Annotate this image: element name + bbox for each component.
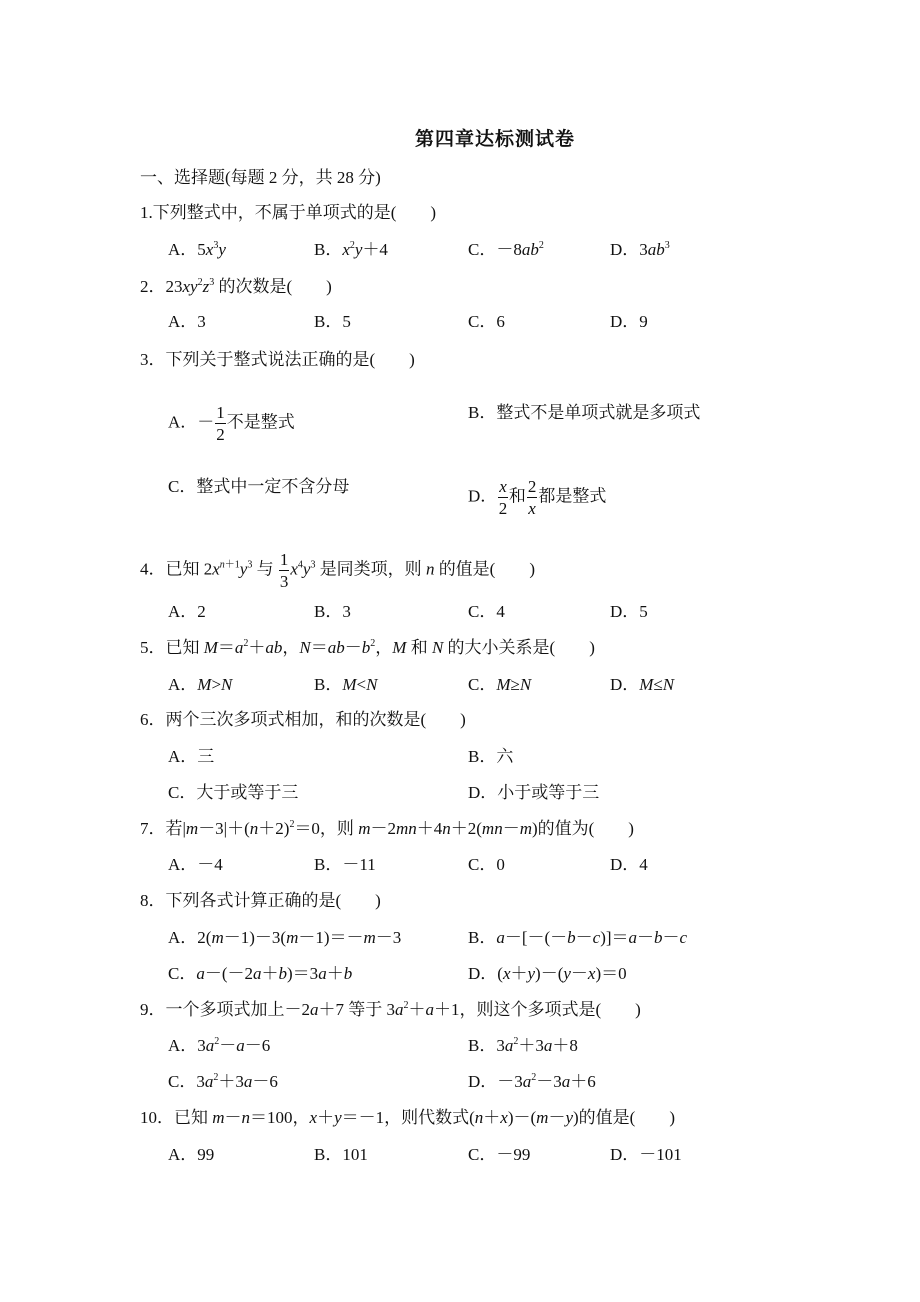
question-stem: 8．下列各式计算正确的是( ) [140, 891, 381, 910]
answer-option: D．－101 [610, 1145, 682, 1164]
answer-option: D．9 [610, 312, 648, 331]
answer-option: B．整式不是单项式就是多项式 [468, 403, 701, 422]
answer-option: D．4 [610, 855, 648, 874]
answer-option: B．5 [314, 312, 351, 331]
answer-option: A．－ $\frac{1}{2}$ 不是整式 [168, 403, 295, 444]
answer-option: D．$3ab^3$ [610, 240, 670, 259]
answer-option: A．$5x^3y$ [168, 240, 226, 259]
answer-option: D．(x＋y)－(y－x)＝0 [468, 964, 627, 983]
question-stem: 3．下列关于整式说法正确的是( ) [140, 350, 415, 369]
question-stem: 5．已知 $M=a^2+ab$，$N=ab-b^2$，M 和 N 的大小关系是( ) [140, 638, 595, 657]
answer-option: C．a－(－2a＋b)＝3a＋b [168, 964, 353, 983]
answer-option: C．整式中一定不含分母 [168, 477, 350, 496]
question-stem: 1.下列整式中，不属于单项式的是( ) [140, 203, 437, 222]
answer-option: D．小于或等于三 [468, 783, 600, 802]
answer-option: C．$-8ab^2$ [468, 240, 544, 259]
answer-option: A．3 [168, 312, 206, 331]
answer-option: D．5 [610, 602, 648, 621]
question-stem: 9．一个多项式加上－2a＋7 等于 $3a^2+a+1$，则这个多项式是( ) [140, 1000, 641, 1019]
answer-option: B．六 [468, 747, 514, 766]
answer-option: C．4 [468, 602, 505, 621]
answer-option: C．0 [468, 855, 505, 874]
answer-option: C．大于或等于三 [168, 783, 299, 802]
answer-option: A．－4 [168, 855, 223, 874]
answer-option: C．M≥N [468, 675, 532, 694]
question-stem: 10．已知 m－n＝100，x＋y＝－1，则代数式(n＋x)－(m－y)的值是( ) [140, 1108, 675, 1127]
answer-option: B．$3a^2+3a+8$ [468, 1036, 578, 1055]
answer-option: B．a－[－(－b－c)]＝a－b－c [468, 928, 688, 947]
answer-option: B．101 [314, 1145, 368, 1164]
answer-option: C．6 [468, 312, 505, 331]
question-stem: 6．两个三次多项式相加，和的次数是( ) [140, 710, 466, 729]
answer-option: A．2 [168, 602, 206, 621]
section-heading: 一、选择题(每题 2 分，共 28 分) [140, 168, 381, 187]
answer-option: B．$x^2y+4$ [314, 240, 388, 259]
answer-option: A．2(m－1)－3(m－1)＝－m－3 [168, 928, 402, 947]
answer-option: A．$3a^2-a-6$ [168, 1036, 271, 1055]
answer-option: A．99 [168, 1145, 215, 1164]
answer-option: D．$-3a^2-3a+6$ [468, 1072, 596, 1091]
answer-option: B．M<N [314, 675, 378, 694]
answer-option: D． $\frac{x}{2}$ 和 $\frac{2}{x}$ 都是整式 [468, 477, 607, 518]
answer-option: A．三 [168, 747, 215, 766]
question-stem: 2．$23xy^2z^3$ 的次数是( ) [140, 277, 332, 296]
answer-option: A．M>N [168, 675, 233, 694]
question-stem: 4．已知 $2x^{n+1}y^3$ 与 $\frac{1}{3}$ $x^4y^3$ 是同类项，则 n 的值是( ) [140, 550, 536, 591]
answer-option: C．$3a^2+3a-6$ [168, 1072, 278, 1091]
answer-option: C．－99 [468, 1145, 531, 1164]
answer-option: B．－11 [314, 855, 376, 874]
answer-option: B．3 [314, 602, 351, 621]
page-title: 第四章达标测试卷 [414, 128, 575, 150]
answer-option: D．M≤N [610, 675, 675, 694]
question-stem: 7．若$|m-3|+(n+2)^2=0$，则 m－2mn＋4n＋2(mn－m)的值为( ) [140, 819, 634, 838]
